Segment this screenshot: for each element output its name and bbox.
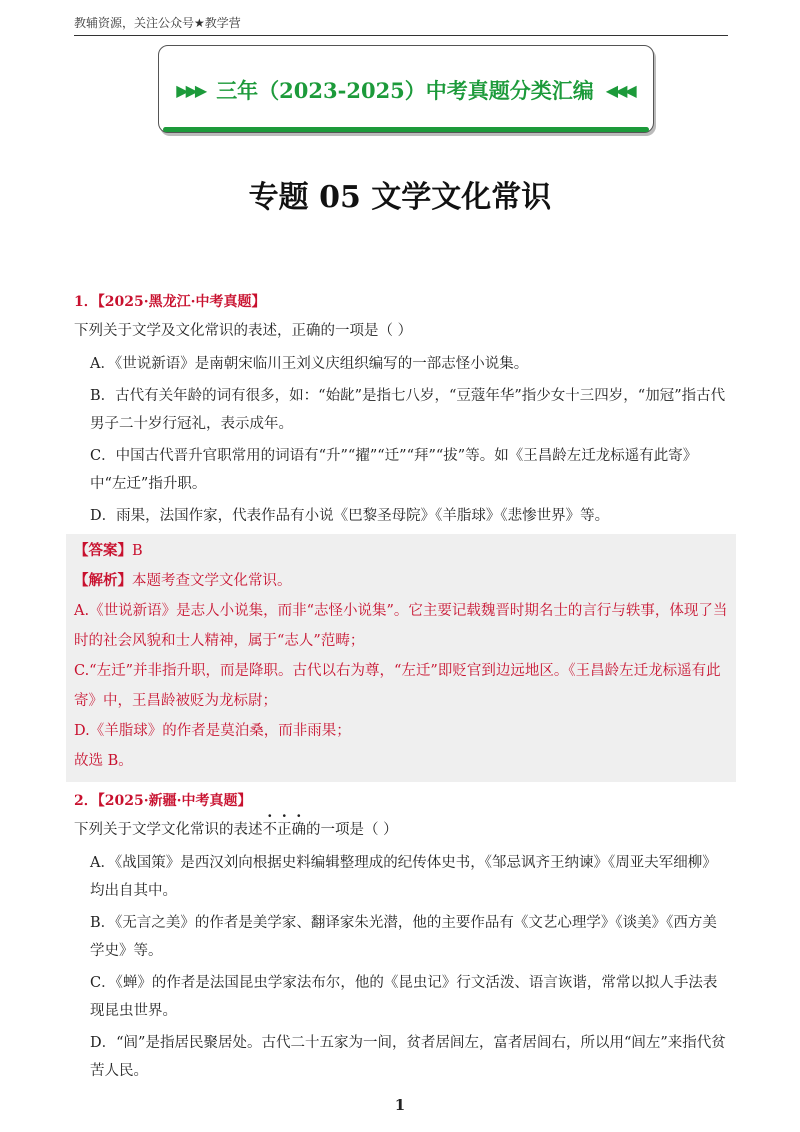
page-title: 专题 05 文学文化常识 [248,180,552,215]
question-2-option-d: D．“闾”是指居民聚居处。古代二十五家为一间，贫者居闾左，富者居闾右，所以用“闾左”来指代贫苦人民。 [90,1035,726,1079]
banner [163,73,647,107]
emphasis-char: 正 [277,822,292,838]
arrow-left-icon: ◀◀◀ [605,80,634,100]
question-2-option-b: B．《无言之美》的作者是美学家、翻译家朱光潜，他的主要作品有《文艺心理学》《谈美》《西方美学史》等。 [90,915,717,959]
arrow-right-icon: ▶▶▶ [176,80,205,100]
header-divider [74,35,728,36]
banner-title: 三年（2023-2025）中考真题分类汇编 [216,78,594,103]
question-number: 1． [74,294,98,310]
emphasis-char: 不 [262,822,277,838]
analysis-option-d: D.《羊脂球》的作者是莫泊桑，而非雨果； [74,723,351,739]
analysis-option-a: A.《世说新语》是志人小说集，而非“志怪小说集”。它主要记载魏晋时期名士的言行与轶事，体现了当时的社会风貌和士人精神，属于“志人”范畴； [74,603,728,649]
page-number: 1 [394,1096,406,1114]
question-2-option-c: C．《蝉》的作者是法国昆虫学家法布尔，他的《昆虫记》行文活泼、语言诙谐，常常以拟人手法表现昆虫世界。 [90,975,718,1019]
analysis-option-c: C.“左迁”并非指升职，而是降职。古代以右为尊，“左迁”即贬官到边远地区。《王昌龄左迁龙标遥有此寄》中，王昌龄被贬为龙标尉； [74,663,721,709]
header-text: 教辅资源，关注公众号★教学营 [74,16,241,30]
question-1-option-d: D．雨果，法国作家，代表作品有小说《巴黎圣母院》《羊脂球》《悲惨世界》等。 [90,508,610,524]
question-1-option-b: B．古代有关年龄的词有很多，如：“始龀”是指七八岁，“豆蔻年华”指少女十三四岁，“加冠”指古代男子二十岁行冠礼，表示成年。 [90,388,726,432]
question-number: 2． [74,793,98,809]
question-2-stem [74,819,728,841]
content [74,283,728,1089]
answer-analysis-box [66,534,736,782]
analysis-label: 【解析】 [74,572,132,589]
question-1-option-c: C．中国古代晋升官职常用的词语有“升”“擢”“迁”“拜”“拔”等。如《王昌龄左迁龙标遥有此寄》中“左迁”指升职。 [90,448,698,492]
answer-value: B [132,543,143,559]
question-2-option-a: A．《战国策》是西汉刘向根据史料编辑整理成的纪传体史书，《邹忌讽齐王纳谏》《周亚夫军细柳》均出自其中。 [90,855,717,899]
analysis-conclusion: 故选 B。 [74,753,133,769]
question-2-header [74,790,728,810]
analysis-intro: 本题考查文学文化常识。 [132,573,292,589]
answer-label: 【答案】 [74,542,132,559]
stem-text: 下列关于文学文化常识的表述 [74,822,263,838]
emphasis-char: 确 [291,822,306,838]
banner-underline [163,127,649,132]
question-1-header [74,291,728,311]
stem-text: 的一项是（ ） [306,822,398,838]
question-1-stem: 下列关于文学及文化常识的表述，正确的一项是（ ） [74,323,413,339]
question-source-tag: 【2025·黑龙江·中考真题】 [97,294,266,310]
question-1-option-a: A．《世说新语》是南朝宋临川王刘义庆组织编写的一部志怪小说集。 [90,356,529,372]
question-source-tag: 【2025·新疆·中考真题】 [97,793,252,809]
